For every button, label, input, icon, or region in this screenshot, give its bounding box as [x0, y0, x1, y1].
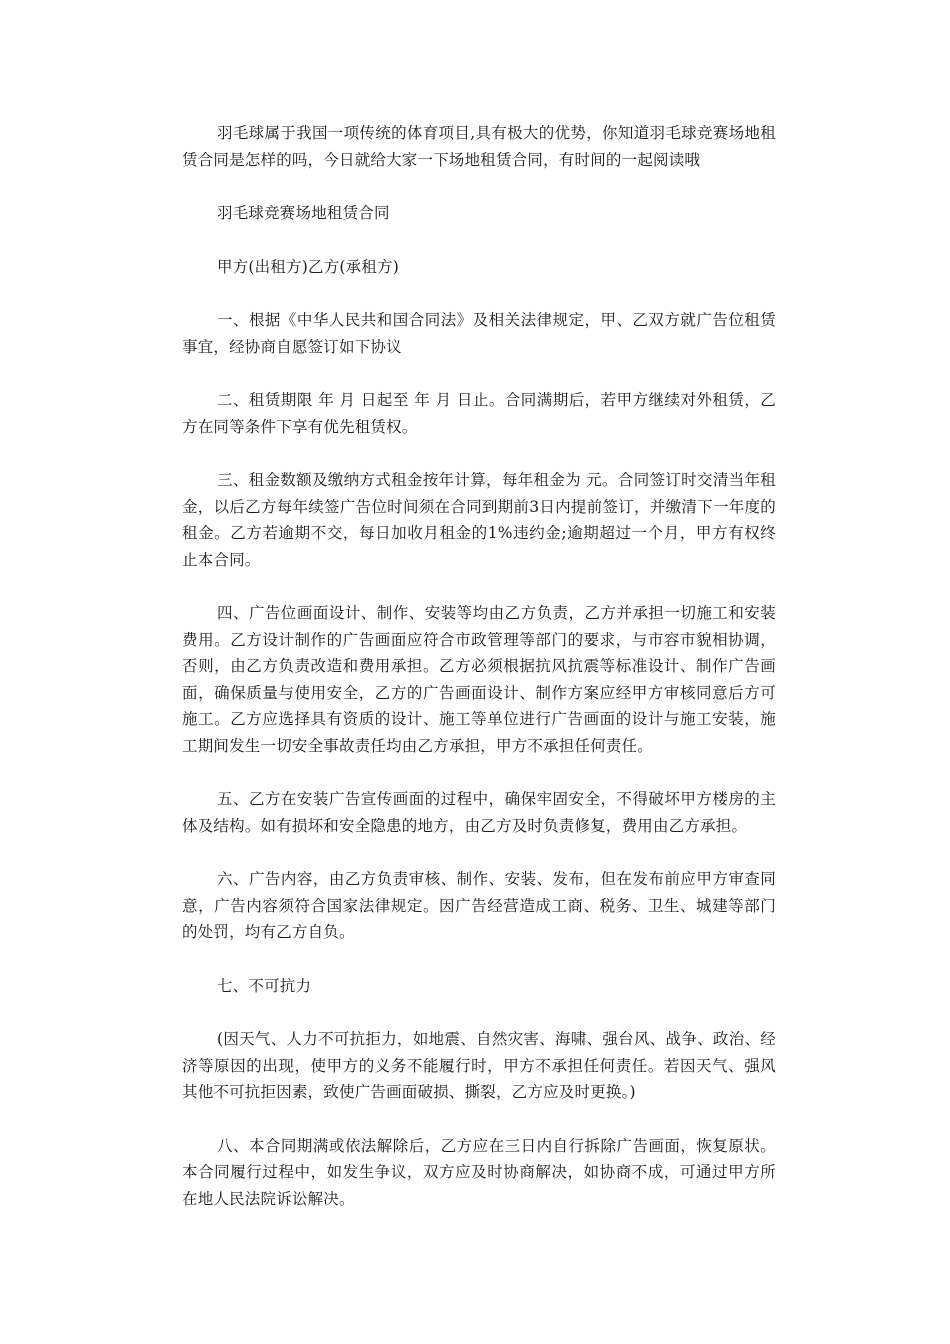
clause-7: 七、不可抗力 — [217, 976, 312, 995]
parties-line: 甲方(出租方)乙方(承租方) — [217, 257, 399, 276]
intro-paragraph: 羽毛球属于我国一项传统的体育项目,具有极大的优势，你知道羽毛球竞赛场地租赁合同是怎样的吗，今日就给大家一下场地租赁合同，有时间的一起阅读哦 — [182, 124, 776, 169]
clause-3: 三、租金数额及缴纳方式租金按年计算，每年租金为 元。合同签订时交清当年租金，以后乙方每年续签广告位时间须在合同到期前3日内提前签订，并缴清下一年度的租金。乙方若逾期不交，每日加收月租金的1%违约金;逾期超过一个月，甲方有权终止本合同。 — [182, 471, 776, 569]
document-page — [182, 120, 776, 1239]
clause-6: 六、广告内容，由乙方负责审核、制作、安装、发布，但在发布前应甲方审查同意，广告内容须符合国家法律规定。因广告经营造成工商、税务、卫生、城建等部门的处罚，均有乙方自负。 — [182, 870, 776, 941]
clause-7-detail: (因天气、人力不可抗拒力，如地震、自然灾害、海啸、强台风、战争、政治、经济等原因的出现，使甲方的义务不能履行时，甲方不承担任何责任。若因天气、强风其他不可抗拒因素，致使广告画面破损、撕裂，乙方应及时更换。) — [182, 1030, 776, 1101]
clause-2: 二、租赁期限 年 月 日起至 年 月 日止。合同满期后，若甲方继续对外租赁，乙方在同等条件下享有优先租赁权。 — [182, 391, 776, 436]
clause-4: 四、广告位画面设计、制作、安装等均由乙方负责，乙方并承担一切施工和安装费用。乙方设计制作的广告画面应符合市政管理等部门的要求，与市容市貌相协调，否则，由乙方负责改造和费用承担。乙方必须根据抗风抗震等标准设计、制作广告画面，确保质量与使用安全，乙方的广告画面设计、制作方案应经甲方审核同意后方可施工。乙方应选择具有资质的设计、施工等单位进行广告画面的设计与施工安装，施工期间发生一切安全事故责任均由乙方承担，甲方不承担任何责任。 — [182, 604, 776, 755]
clause-1: 一、根据《中华人民共和国合同法》及相关法律规定，甲、乙双方就广告位租赁事宜，经协商自愿签订如下协议 — [182, 311, 776, 356]
contract-title: 羽毛球竞赛场地租赁合同 — [217, 204, 390, 222]
clause-8: 八、本合同期满或依法解除后，乙方应在三日内自行拆除广告画面，恢复原状。本合同履行过程中，如发生争议，双方应及时协商解决，如协商不成，可通过甲方所在地人民法院诉讼解决。 — [182, 1136, 776, 1208]
clause-5: 五、乙方在安装广告宣传画面的过程中，确保牢固安全，不得破坏甲方楼房的主体及结构。如有损坏和安全隐患的地方，由乙方及时负责修复，费用由乙方承担。 — [182, 790, 776, 835]
